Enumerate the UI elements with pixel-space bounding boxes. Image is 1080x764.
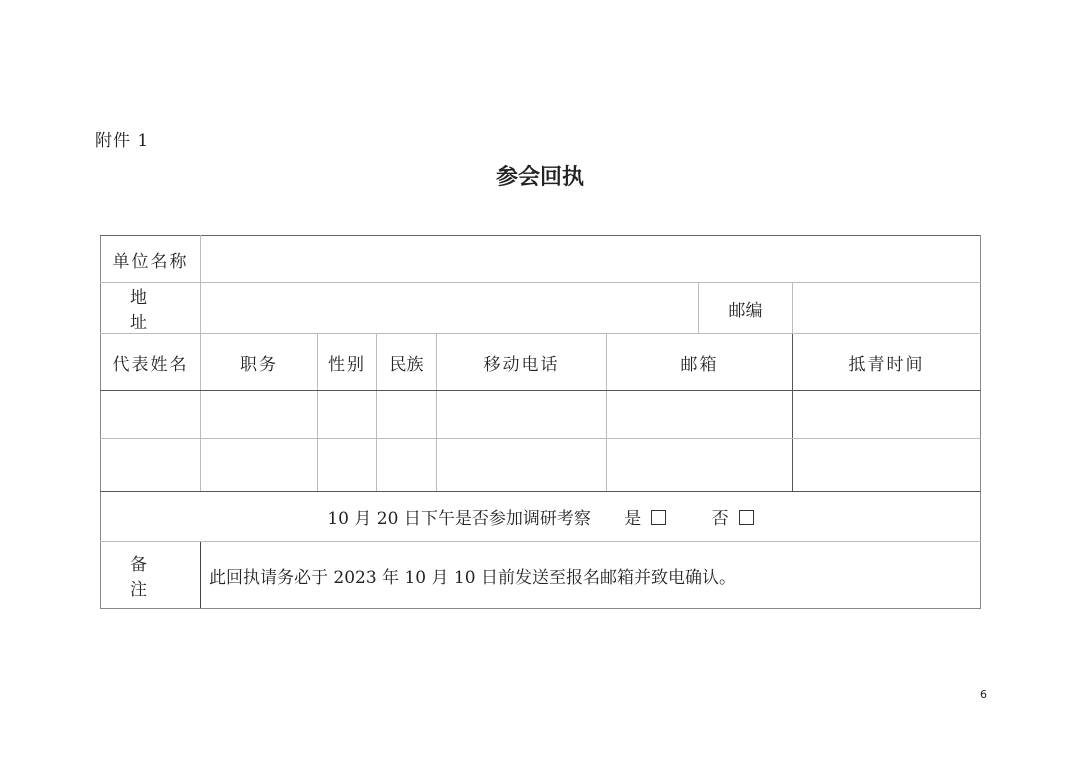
position-cell[interactable] [201,391,318,439]
col-header-arrival-time: 抵青时间 [793,334,981,391]
unit-name-label: 单位名称 [101,236,201,283]
no-checkbox[interactable] [739,510,754,525]
col-header-ethnicity: 民族 [377,334,437,391]
ethnicity-cell[interactable] [377,439,437,492]
yes-checkbox[interactable] [651,510,666,525]
col-header-gender: 性别 [318,334,377,391]
position-cell[interactable] [201,439,318,492]
arrival-time-cell[interactable] [793,439,981,492]
col-header-name: 代表姓名 [101,334,201,391]
ethnicity-cell[interactable] [377,391,437,439]
field-trip-question-row [101,492,981,542]
col-header-mobile: 移动电话 [437,334,607,391]
address-label: 地 址 [101,283,201,334]
postcode-label: 邮编 [699,283,793,334]
mobile-cell[interactable] [437,439,607,492]
col-header-email: 邮箱 [607,334,793,391]
email-cell[interactable] [607,439,793,492]
postcode-field[interactable] [793,283,981,334]
option-no-label: 否 [711,509,729,529]
email-cell[interactable] [607,391,793,439]
unit-name-field[interactable] [201,236,981,283]
name-cell[interactable] [101,391,201,439]
gender-cell[interactable] [318,391,377,439]
mobile-cell[interactable] [437,391,607,439]
name-cell[interactable] [101,439,201,492]
col-header-position: 职务 [201,334,318,391]
page-title: 参会回执 [495,165,584,190]
remark-text: 此回执请务必于 2023 年 10 月 10 日前发送至报名邮箱并致电确认。 [201,542,981,609]
field-trip-question: 10 月 20 日下午是否参加调研考察 [327,509,591,529]
page-number: 6 [980,688,987,701]
arrival-time-cell[interactable] [793,391,981,439]
attachment-label: 附件 1 [95,131,150,151]
registration-form-table [100,235,981,609]
remark-label: 备 注 [101,542,201,609]
option-yes-label: 是 [624,509,642,529]
gender-cell[interactable] [318,439,377,492]
address-field[interactable] [201,283,699,334]
